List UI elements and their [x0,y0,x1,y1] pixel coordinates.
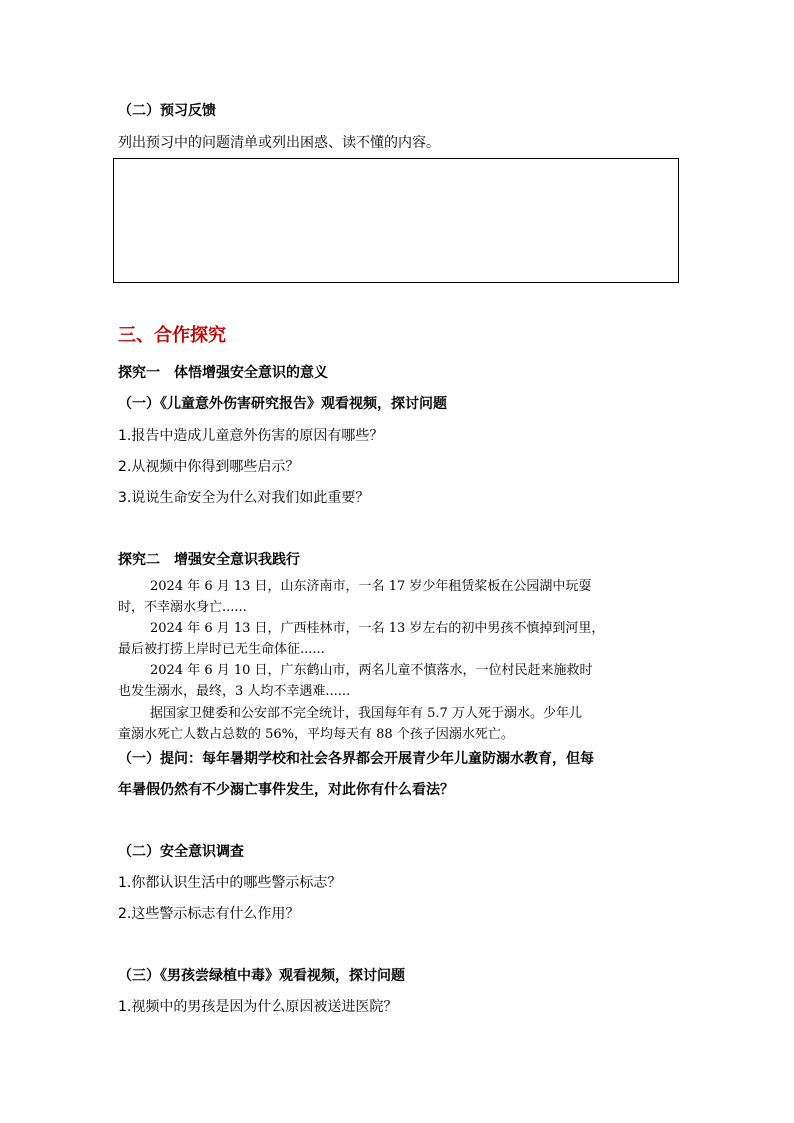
section-heading: 三、合作探究 [118,325,226,346]
preview-feedback-instruction: 列出预习中的问题清单或列出困惑、读不懂的内容。 [118,135,440,151]
answer-box[interactable] [113,158,679,283]
discussion-question-line1: （一）提问：每年暑期学校和社会各界都会开展青少年儿童防溺水教育，但每 [118,751,594,767]
discussion-question-line2: 年暑假仍然有不少溺亡事件发生，对此你有什么看法？ [118,782,454,798]
case3-line2: 也发生溺水，最终，3 人均不幸遇难...... [118,684,351,699]
case2-line2: 最后被打捞上岸时已无生命体征...... [118,642,325,657]
inquiry2-title: 探究二 增强安全意识我践行 [118,552,300,568]
inquiry1-question-2: 2.从视频中你得到哪些启示？ [118,459,300,475]
inquiry1-question-1: 1.报告中造成儿童意外伤害的原因有哪些？ [118,428,384,444]
inquiry2-sub2: （二）安全意识调查 [118,844,244,860]
inquiry2-sub2-question-1: 1.你都认识生活中的哪些警示标志？ [118,875,342,891]
statistics-line2: 童溺水死亡人数占总数的 56%，平均每天有 88 个孩子因溺水死亡。 [118,727,514,742]
case2-line1: 2024 年 6 月 13 日，广西桂林市，一名 13 岁左右的初中男孩不慎掉到河里， [150,621,605,636]
inquiry1-title: 探究一 体悟增强安全意识的意义 [118,365,328,381]
preview-feedback-title: （二）预习反馈 [118,103,216,119]
inquiry1-sub1: （一）《儿童意外伤害研究报告》观看视频，探讨问题 [118,396,447,412]
inquiry2-sub2-question-2: 2.这些警示标志有什么作用？ [118,906,300,922]
inquiry2-sub3: （三）《男孩尝绿植中毒》观看视频，探讨问题 [118,968,405,984]
inquiry1-question-3: 3.说说生命安全为什么对我们如此重要？ [118,490,370,506]
case3-line1: 2024 年 6 月 10 日，广东鹤山市，两名儿童不慎落水，一位村民赶来施救时 [150,663,593,678]
case1-line1: 2024 年 6 月 13 日，山东济南市，一名 17 岁少年租赁桨板在公园湖中玩耍 [150,579,592,594]
inquiry2-sub3-question-1: 1.视频中的男孩是因为什么原因被送进医院？ [118,999,398,1015]
statistics-line1: 据国家卫健委和公安部不完全统计，我国每年有 5.7 万人死于溺水。少年儿 [150,706,582,721]
case1-line2: 时，不幸溺水身亡...... [118,600,247,615]
